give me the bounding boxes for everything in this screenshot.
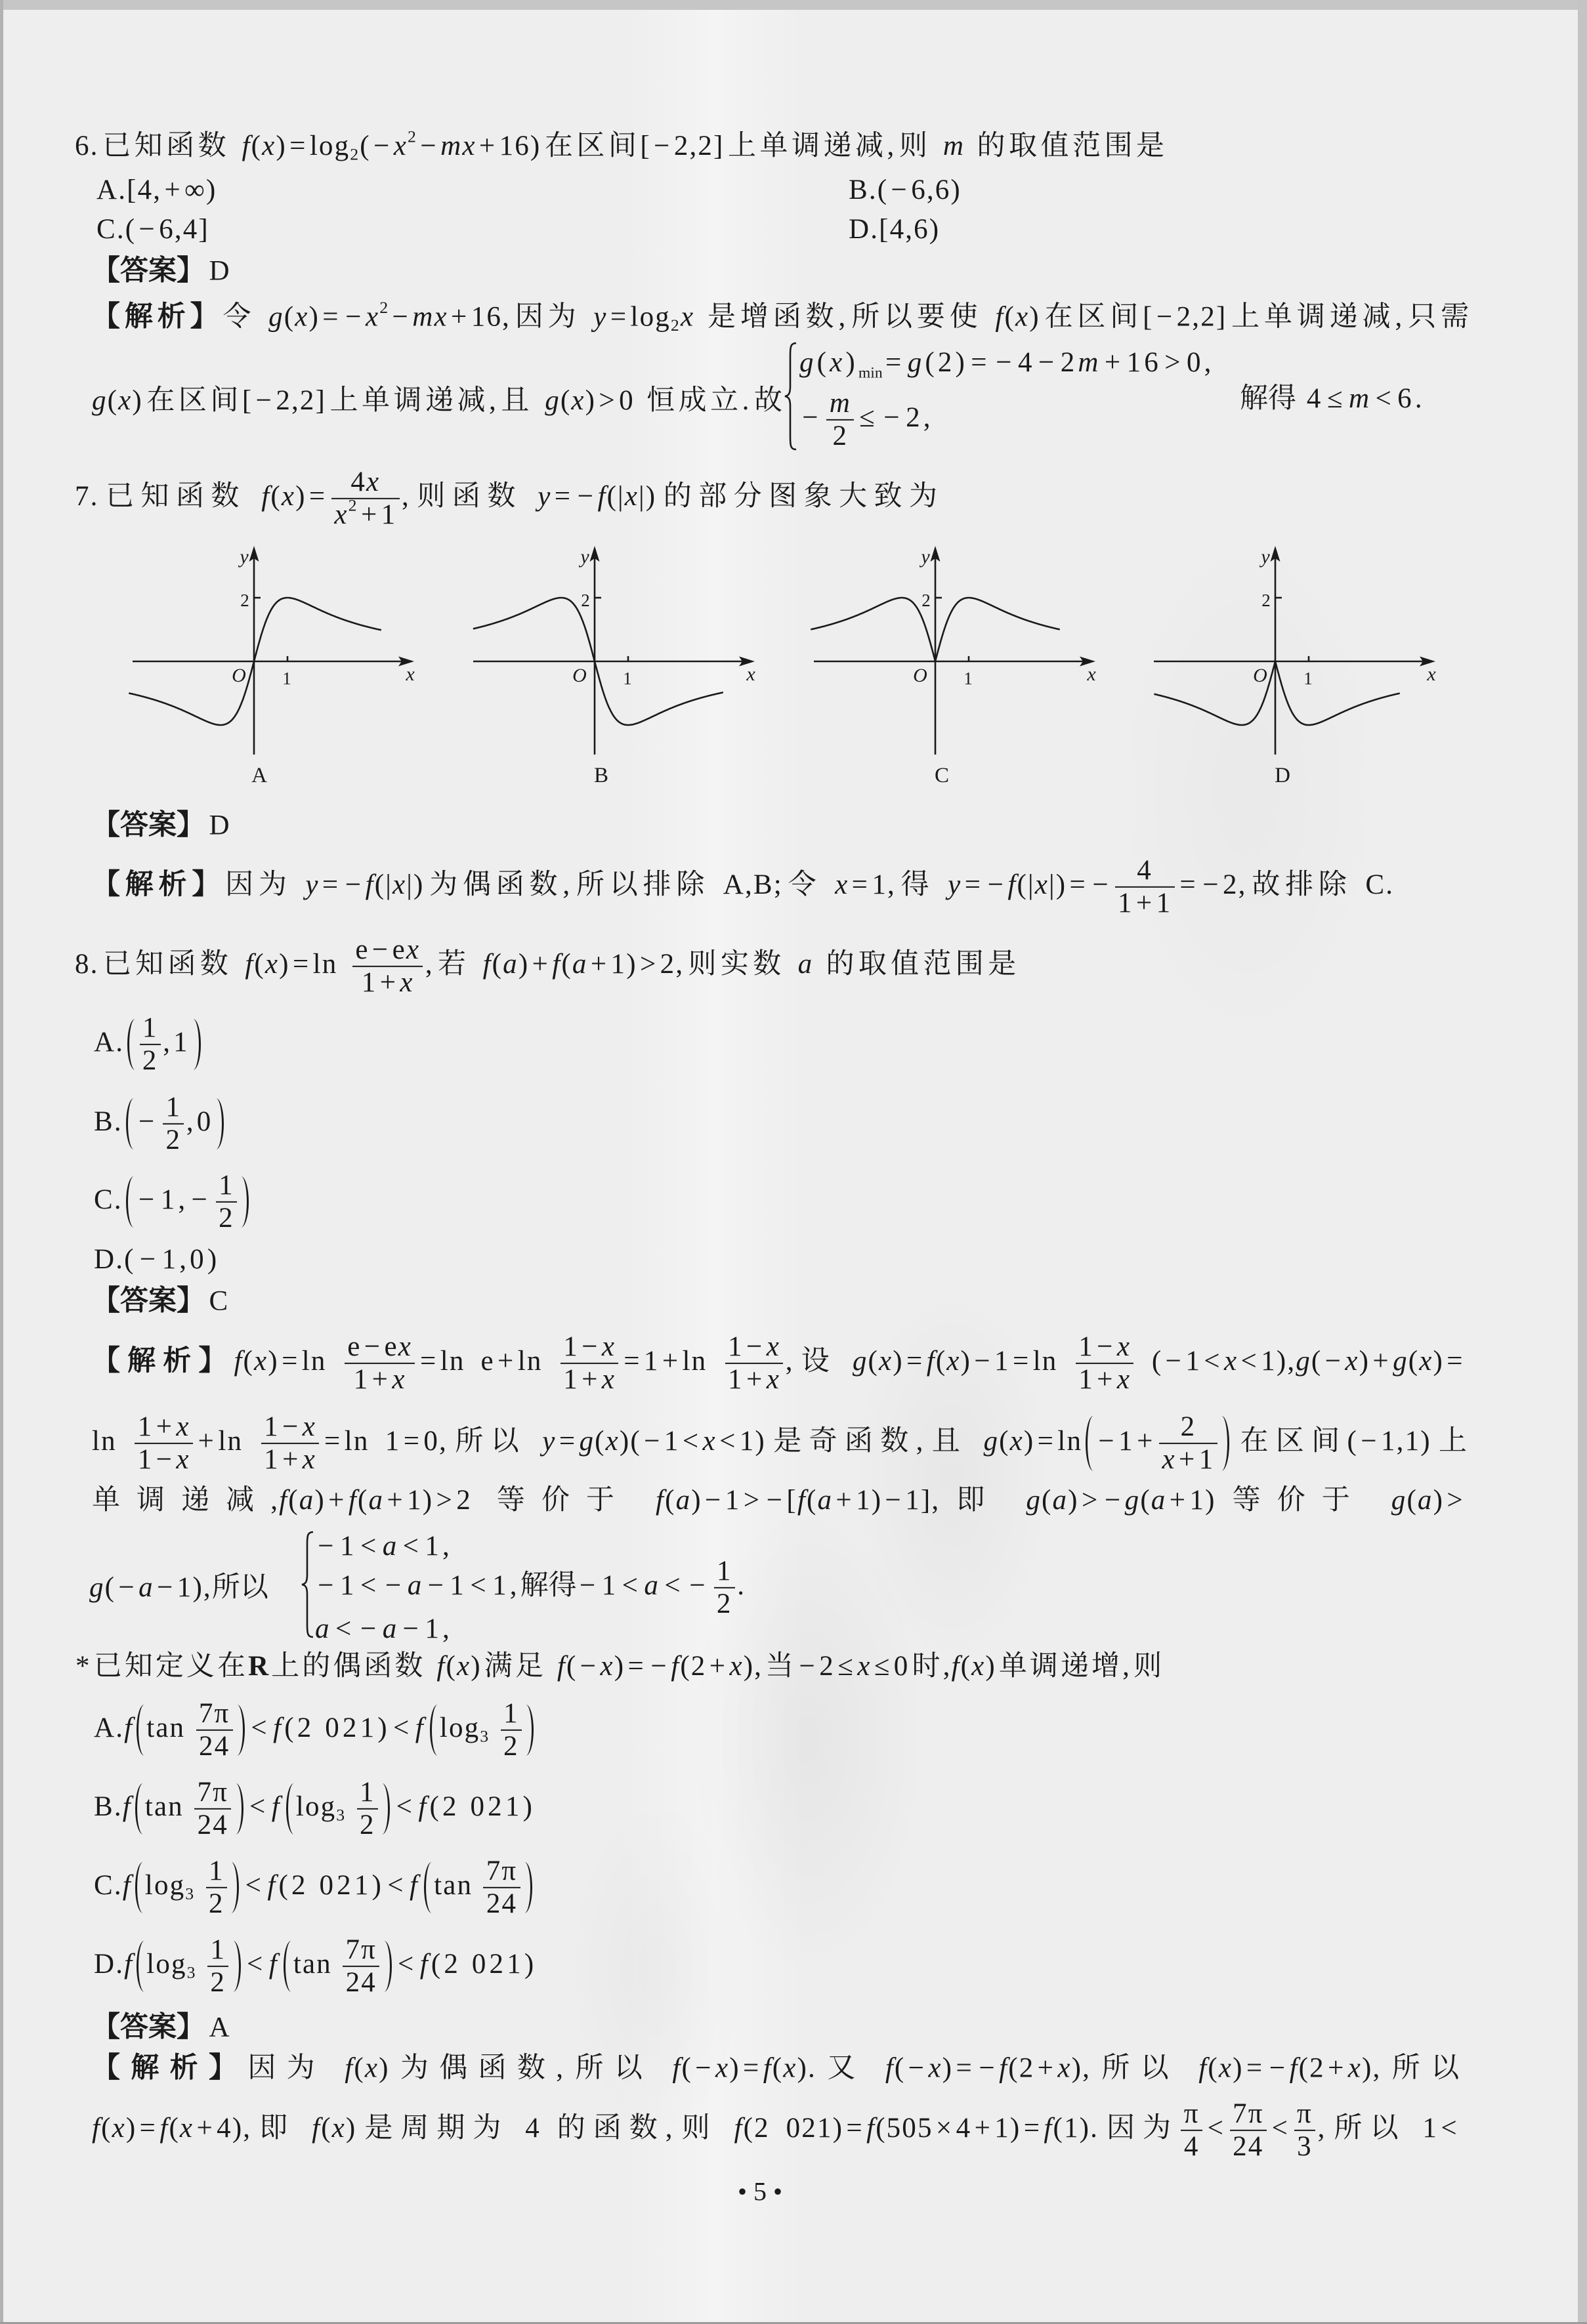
fraction-numerator: m: [826, 388, 854, 421]
graph-option-c: [804, 538, 1106, 787]
q8-option-d: [94, 1241, 220, 1278]
x-axis-label: x: [406, 663, 415, 685]
fraction: [714, 1556, 735, 1620]
math-text: tan: [144, 1791, 184, 1822]
option-key: D.: [94, 1244, 125, 1275]
q8-option-b: [94, 1092, 227, 1156]
math-text: $\log_3$: [439, 1712, 490, 1746]
fraction-denominator: 24: [198, 1731, 230, 1762]
analysis-text: 单调递减,f(a)+f(a+1)>2 等价于 f(a)−1> −[f(a+1)−1],即 g(a)> −g(a+1)等价于 g(a)>: [92, 1485, 1464, 1516]
q6-system-row-2: [799, 388, 934, 452]
fraction: [343, 1934, 379, 1999]
math-text: −: [802, 402, 822, 433]
q9-stem: [75, 1648, 1162, 1685]
q6-option-c: [96, 211, 209, 248]
analysis-text: =1+ln: [624, 1345, 708, 1377]
right-paren: [241, 1176, 249, 1228]
fraction-numerator: 1−x: [561, 1331, 619, 1364]
fraction-numerator: π: [1294, 2098, 1315, 2131]
option-key: C.: [94, 1184, 123, 1215]
left-paren: [127, 1019, 135, 1070]
fraction-numerator: e−ex: [352, 934, 423, 967]
function-curve: [1154, 661, 1399, 725]
q6-stem-text: 6.已知函数 $f(x)=\log_2(-x^2-mx+16)$在区间[−2,2]上单调递减,则 m 的取值范围是: [75, 127, 1165, 164]
fraction-denominator: $x^2+1$: [334, 495, 397, 530]
fraction-denominator: 1−x: [137, 1444, 190, 1475]
q9-option-b: [94, 1777, 536, 1841]
math-text: g(x): [799, 347, 858, 378]
option-key: D.: [94, 1948, 125, 1980]
q9-analysis-line-2: [92, 2098, 1461, 2163]
option-text: ,1: [163, 1026, 191, 1058]
math-text: tan: [146, 1712, 186, 1743]
fraction: [1294, 2098, 1315, 2163]
left-paren: [137, 1705, 144, 1756]
analysis-text: f(x)=ln: [234, 1345, 327, 1377]
analysis-label: 【解析】: [92, 300, 223, 333]
fraction-denominator: 1+x: [353, 1364, 406, 1395]
analysis-text: f(x)=f(x+4),即 f(x)是周期为 4 的函数,则 f(2 021)=f(505×4+1)=f(1).因为: [92, 2112, 1179, 2144]
y-tick-label: 2: [1261, 591, 1271, 610]
x-axis-label: x: [1427, 663, 1436, 685]
q8-analysis-line-3: [92, 1482, 1467, 1519]
right-paren: [237, 1705, 245, 1756]
q8-system-lead: [89, 1569, 268, 1606]
option-key: A.: [96, 175, 127, 205]
right-paren: [524, 1862, 532, 1913]
q9-option-a: [94, 1698, 537, 1762]
fraction-numerator: 1+x: [135, 1411, 193, 1444]
fraction-numerator: 1: [357, 1777, 378, 1810]
q9-answer: [92, 2009, 230, 2046]
q6-option-b: [849, 172, 962, 209]
math-text: <f(2 021)<f: [251, 1712, 427, 1743]
y-axis-label: y: [921, 546, 930, 568]
fraction-denominator: 24: [1233, 2131, 1264, 2162]
option-text: (−6,6): [877, 175, 962, 205]
y-axis-label: y: [580, 546, 589, 568]
y-axis-label: y: [240, 546, 249, 568]
math-text: <f: [249, 1791, 283, 1822]
fraction-denominator: 2: [142, 1045, 158, 1076]
option-text: −: [138, 1106, 158, 1137]
analysis-text: (−1<x<1),g(−x)+g(x)=: [1135, 1345, 1464, 1377]
fraction-numerator: 7π: [194, 1777, 231, 1810]
fraction: [163, 1092, 184, 1156]
right-paren: [236, 1783, 243, 1835]
fraction-denominator: 1+x: [264, 1444, 317, 1475]
fraction: [140, 1012, 161, 1077]
fraction: [826, 388, 854, 452]
answer-label: 【答案】: [92, 808, 205, 842]
analysis-text: g(−a−1),所以: [89, 1572, 268, 1603]
math-text: <f(2 021): [398, 1948, 538, 1980]
stem-text: 上的偶函数 f(x)满足 f(−x)= −f(2+x),当−2≤x≤0时,f(x)单调递增,则: [268, 1651, 1162, 1682]
fraction-denominator: 24: [345, 1967, 377, 1998]
analysis-text: ln: [92, 1425, 117, 1457]
option-text: ,0: [186, 1106, 215, 1137]
math-text: f: [122, 1791, 132, 1822]
option-key: A.: [94, 1026, 125, 1058]
fraction-numerator: 1: [140, 1012, 161, 1045]
math-text: ≤ −2,: [859, 402, 934, 433]
fraction: [1159, 1411, 1217, 1476]
y-tick-label: 2: [240, 591, 249, 610]
stem-text: 8.已知函数 f(x)=ln: [75, 948, 338, 980]
graph-option-a: [123, 538, 425, 787]
analysis-text: g(x)在区间[−2,2]上单调递减,且 g(x)>0 恒成立.故: [92, 385, 783, 416]
fraction-numerator: 4: [1115, 855, 1175, 888]
fraction: [483, 1856, 520, 1920]
math-text: f: [124, 1712, 134, 1743]
fraction-denominator: 3: [1297, 2131, 1313, 2162]
math-text: $\log_3$: [295, 1791, 347, 1825]
analysis-text: =ln e+ln: [420, 1345, 543, 1377]
q7-analysis: [92, 855, 1394, 919]
fraction-numerator: 7π: [1230, 2098, 1267, 2131]
q7-answer: [92, 807, 230, 844]
left-paren: [126, 1176, 134, 1228]
fraction-denominator: x+1: [1162, 1444, 1215, 1475]
graph-option-label: B: [593, 764, 609, 787]
fraction-denominator: 2: [210, 1967, 226, 1998]
x-axis-label: x: [1087, 663, 1096, 685]
fraction-numerator: 7π: [343, 1934, 379, 1967]
option-key: B.: [94, 1791, 123, 1822]
option-key: B.: [849, 175, 878, 205]
origin-label: O: [1253, 665, 1267, 686]
q9-option-c: [94, 1856, 536, 1920]
math-text: tan: [434, 1869, 473, 1901]
option-text: (−6,4]: [125, 214, 209, 245]
fraction-denominator: 2: [716, 1588, 732, 1619]
fraction-denominator: 1+x: [361, 967, 414, 998]
right-paren: [1221, 1416, 1229, 1471]
graph-option-d: [1144, 538, 1446, 787]
option-text: −1,−: [138, 1184, 211, 1215]
conclusion-text: 解得 4≤m<6.: [1240, 383, 1426, 414]
fraction: [725, 1331, 784, 1396]
left-brace: [784, 342, 798, 451]
option-key: C.: [94, 1869, 123, 1901]
fraction-denominator: 1+x: [563, 1364, 616, 1395]
fraction: [501, 1698, 522, 1762]
math-text: f: [122, 1869, 132, 1901]
fraction-numerator: 1−x: [725, 1331, 784, 1364]
fraction-denominator: 24: [197, 1810, 228, 1840]
fraction: [261, 1411, 320, 1476]
analysis-text: <: [1207, 2112, 1225, 2144]
math-text: =g(2)= −4−2m+16>0,: [885, 347, 1215, 378]
fraction-denominator: 2: [503, 1731, 519, 1762]
fraction-denominator: 4: [1183, 2131, 1200, 2162]
left-brace: [301, 1531, 315, 1638]
answer-value: C: [209, 1285, 228, 1317]
math-text: $\log_3$: [146, 1948, 197, 1982]
q6-analysis-line-1: [92, 299, 1469, 336]
y-tick-label: 2: [921, 591, 931, 610]
fraction-denominator: 2: [219, 1203, 234, 1234]
analysis-text: 因为 y= −f(|x|)为偶函数,所以排除 A,B;令 x=1,得 y= −f(|x|)= −: [225, 869, 1110, 900]
right-paren: [384, 1941, 392, 1992]
q9-option-d: [94, 1934, 537, 1999]
analysis-text: +ln: [198, 1425, 243, 1457]
analysis-text: 在区间(−1,1)上: [1233, 1425, 1468, 1457]
fraction: [1230, 2098, 1267, 2163]
origin-label: O: [913, 665, 927, 686]
option-key: A.: [94, 1712, 125, 1743]
fraction-numerator: 7π: [196, 1698, 233, 1731]
analysis-text: 令 $g(x)= -x^2-mx+16$,因为 $y=\log_2x$ 是增函数,所以要使 f(x)在区间[−2,2]上单调递减,只需: [222, 298, 1470, 335]
answer-value: A: [209, 2012, 230, 2043]
option-text: [4,6): [879, 214, 941, 245]
fraction: [207, 1934, 228, 1999]
scan-edge-right: [1578, 0, 1587, 2324]
left-paren: [135, 1862, 143, 1913]
left-paren: [430, 1705, 438, 1756]
fraction-denominator: 2: [359, 1810, 375, 1840]
answer-label: 【答案】: [92, 254, 205, 287]
q7-stem: [75, 467, 937, 531]
math-text: <f: [247, 1948, 280, 1980]
fraction: [357, 1777, 378, 1841]
fraction-denominator: 1+x: [1078, 1364, 1132, 1395]
q6-system-row-1: [799, 344, 1215, 381]
fraction: [331, 467, 400, 531]
fraction-numerator: 1−x: [1076, 1331, 1134, 1364]
left-paren: [126, 1098, 134, 1150]
right-paren: [231, 1862, 239, 1913]
fraction: [216, 1170, 237, 1234]
scan-edge-left: [0, 0, 3, 2324]
analysis-text: <: [1271, 2112, 1289, 2144]
fraction-numerator: 7π: [483, 1856, 520, 1888]
math-text: <f(2 021): [396, 1791, 536, 1822]
fraction: [206, 1856, 227, 1920]
x-tick-label: 1: [963, 669, 973, 688]
q8-analysis-line-2: [92, 1411, 1467, 1476]
right-paren: [526, 1705, 534, 1756]
answer-label: 【答案】: [92, 1284, 205, 1318]
graph-option-label: C: [934, 764, 950, 787]
left-paren: [284, 1941, 291, 1992]
q8-analysis-line-1: [92, 1331, 1467, 1396]
answer-value: D: [209, 810, 230, 841]
fraction: [1076, 1331, 1134, 1396]
stem-text: ,则函数 y= −f(|x|)的部分图象大致为: [402, 480, 938, 512]
brace-path: [785, 343, 796, 449]
q6-option-d: [849, 211, 940, 248]
page-number: • 5 •: [737, 2176, 783, 2207]
fraction-numerator: 1−x: [261, 1411, 320, 1444]
right-paren: [382, 1783, 390, 1835]
fraction-denominator: 1+x: [728, 1364, 780, 1395]
fraction: [1181, 2098, 1202, 2163]
stem-text: *已知定义在: [75, 1651, 249, 1682]
math-text: .: [737, 1569, 746, 1601]
analysis-text: 因为 f(x)为偶函数,所以 f(−x)=f(x).又 f(−x)= −f(2+x),所以 f(x)= −f(2+x),所以: [247, 2052, 1460, 2084]
fraction: [561, 1331, 619, 1396]
left-paren: [424, 1862, 432, 1913]
fraction-numerator: 1: [714, 1556, 735, 1588]
brace-path: [302, 1532, 313, 1637]
stem-text: 7.已知函数 f(x)=: [75, 480, 327, 512]
fraction-numerator: 1: [216, 1170, 237, 1203]
math-text: f: [124, 1948, 134, 1980]
analysis-text: = −2,故排除 C.: [1179, 869, 1395, 900]
math-text: −1<a<1,: [318, 1531, 453, 1562]
fraction: [135, 1411, 193, 1476]
fraction-denominator: 2: [165, 1125, 182, 1155]
fraction-denominator: 24: [486, 1888, 518, 1919]
q8-answer: [92, 1283, 228, 1320]
fraction-denominator: 2: [832, 421, 849, 451]
analysis-text: −1+: [1098, 1425, 1154, 1457]
x-axis-label: x: [746, 663, 755, 685]
fraction: [345, 1331, 415, 1396]
fraction-numerator: 1: [206, 1856, 227, 1888]
stem-text: ,若 f(a)+f(a+1)>2,则实数 a 的取值范围是: [425, 948, 1017, 980]
right-paren: [233, 1941, 241, 1992]
option-key: D.: [849, 214, 879, 245]
option-text: (−1,0): [124, 1244, 221, 1275]
math-text: <f(2 021)<f: [245, 1869, 421, 1901]
fraction: [196, 1698, 233, 1762]
origin-label: O: [232, 665, 246, 686]
math-text: −1< −a−1<1,解得−1<a< −: [318, 1569, 709, 1601]
answer-label: 【答案】: [92, 2010, 205, 2044]
fraction-numerator: 1: [163, 1092, 184, 1125]
x-tick-label: 1: [1303, 669, 1313, 688]
fraction-numerator: 2: [1159, 1411, 1217, 1444]
q8-stem: [75, 934, 1016, 999]
analysis-text: ,设 g(x)=f(x)−1=ln: [785, 1345, 1058, 1377]
origin-label: O: [572, 665, 587, 686]
fraction-numerator: 1: [501, 1698, 522, 1731]
left-paren: [286, 1783, 294, 1835]
analysis-text: =ln 1=0,所以 y=g(x)(−1<x<1)是奇函数,且 g(x)=ln: [324, 1425, 1083, 1457]
math-text: tan: [293, 1948, 332, 1980]
q6-analysis-line-2: [92, 383, 782, 419]
left-paren: [1086, 1416, 1093, 1471]
fraction: [352, 934, 423, 999]
left-paren: [137, 1941, 144, 1992]
q8-option-a: [94, 1012, 204, 1077]
analysis-text: ,所以 1<: [1317, 2112, 1458, 2144]
analysis-label: 【解析】: [92, 2051, 248, 2085]
fraction-numerator: π: [1181, 2098, 1202, 2131]
real-numbers-symbol: R: [248, 1651, 269, 1682]
x-tick-label: 1: [282, 669, 291, 688]
y-tick-label: 2: [581, 591, 590, 610]
x-tick-label: 1: [623, 669, 632, 688]
q6-conclusion: [1240, 381, 1426, 417]
analysis-label: 【解析】: [92, 1344, 234, 1377]
math-text: $\log_3$: [144, 1869, 196, 1903]
q6-stem: [75, 128, 1164, 165]
fraction-denominator: 1+1: [1117, 888, 1172, 919]
q6-option-a: [96, 172, 217, 209]
graph-option-label: D: [1275, 764, 1290, 787]
q9-analysis-line-1: [92, 2050, 1459, 2087]
option-key: C.: [96, 214, 125, 245]
option-text: [4,+∞): [127, 175, 217, 205]
right-paren: [193, 1019, 201, 1070]
answer-value: D: [209, 255, 230, 287]
left-paren: [135, 1783, 143, 1835]
subscript-min: min: [858, 364, 883, 382]
analysis-label: 【解析】: [92, 867, 226, 901]
fraction-numerator: 1: [207, 1934, 228, 1967]
right-paren: [216, 1098, 224, 1150]
fraction: [194, 1777, 231, 1841]
y-axis-label: y: [1261, 546, 1270, 568]
graph-option-b: [463, 538, 765, 787]
scan-edge-top: [0, 0, 1587, 10]
q8-system-row-3: [315, 1611, 453, 1648]
q6-answer: [92, 253, 230, 290]
fraction-numerator: e−ex: [345, 1331, 415, 1364]
fraction-numerator: 4x: [331, 467, 400, 499]
q8-option-c: [94, 1170, 252, 1234]
math-text: a< −a−1,: [315, 1613, 453, 1644]
fraction: [1115, 855, 1175, 919]
option-key: B.: [94, 1106, 123, 1137]
fraction-denominator: 2: [208, 1888, 224, 1919]
graph-option-label: A: [251, 764, 267, 787]
